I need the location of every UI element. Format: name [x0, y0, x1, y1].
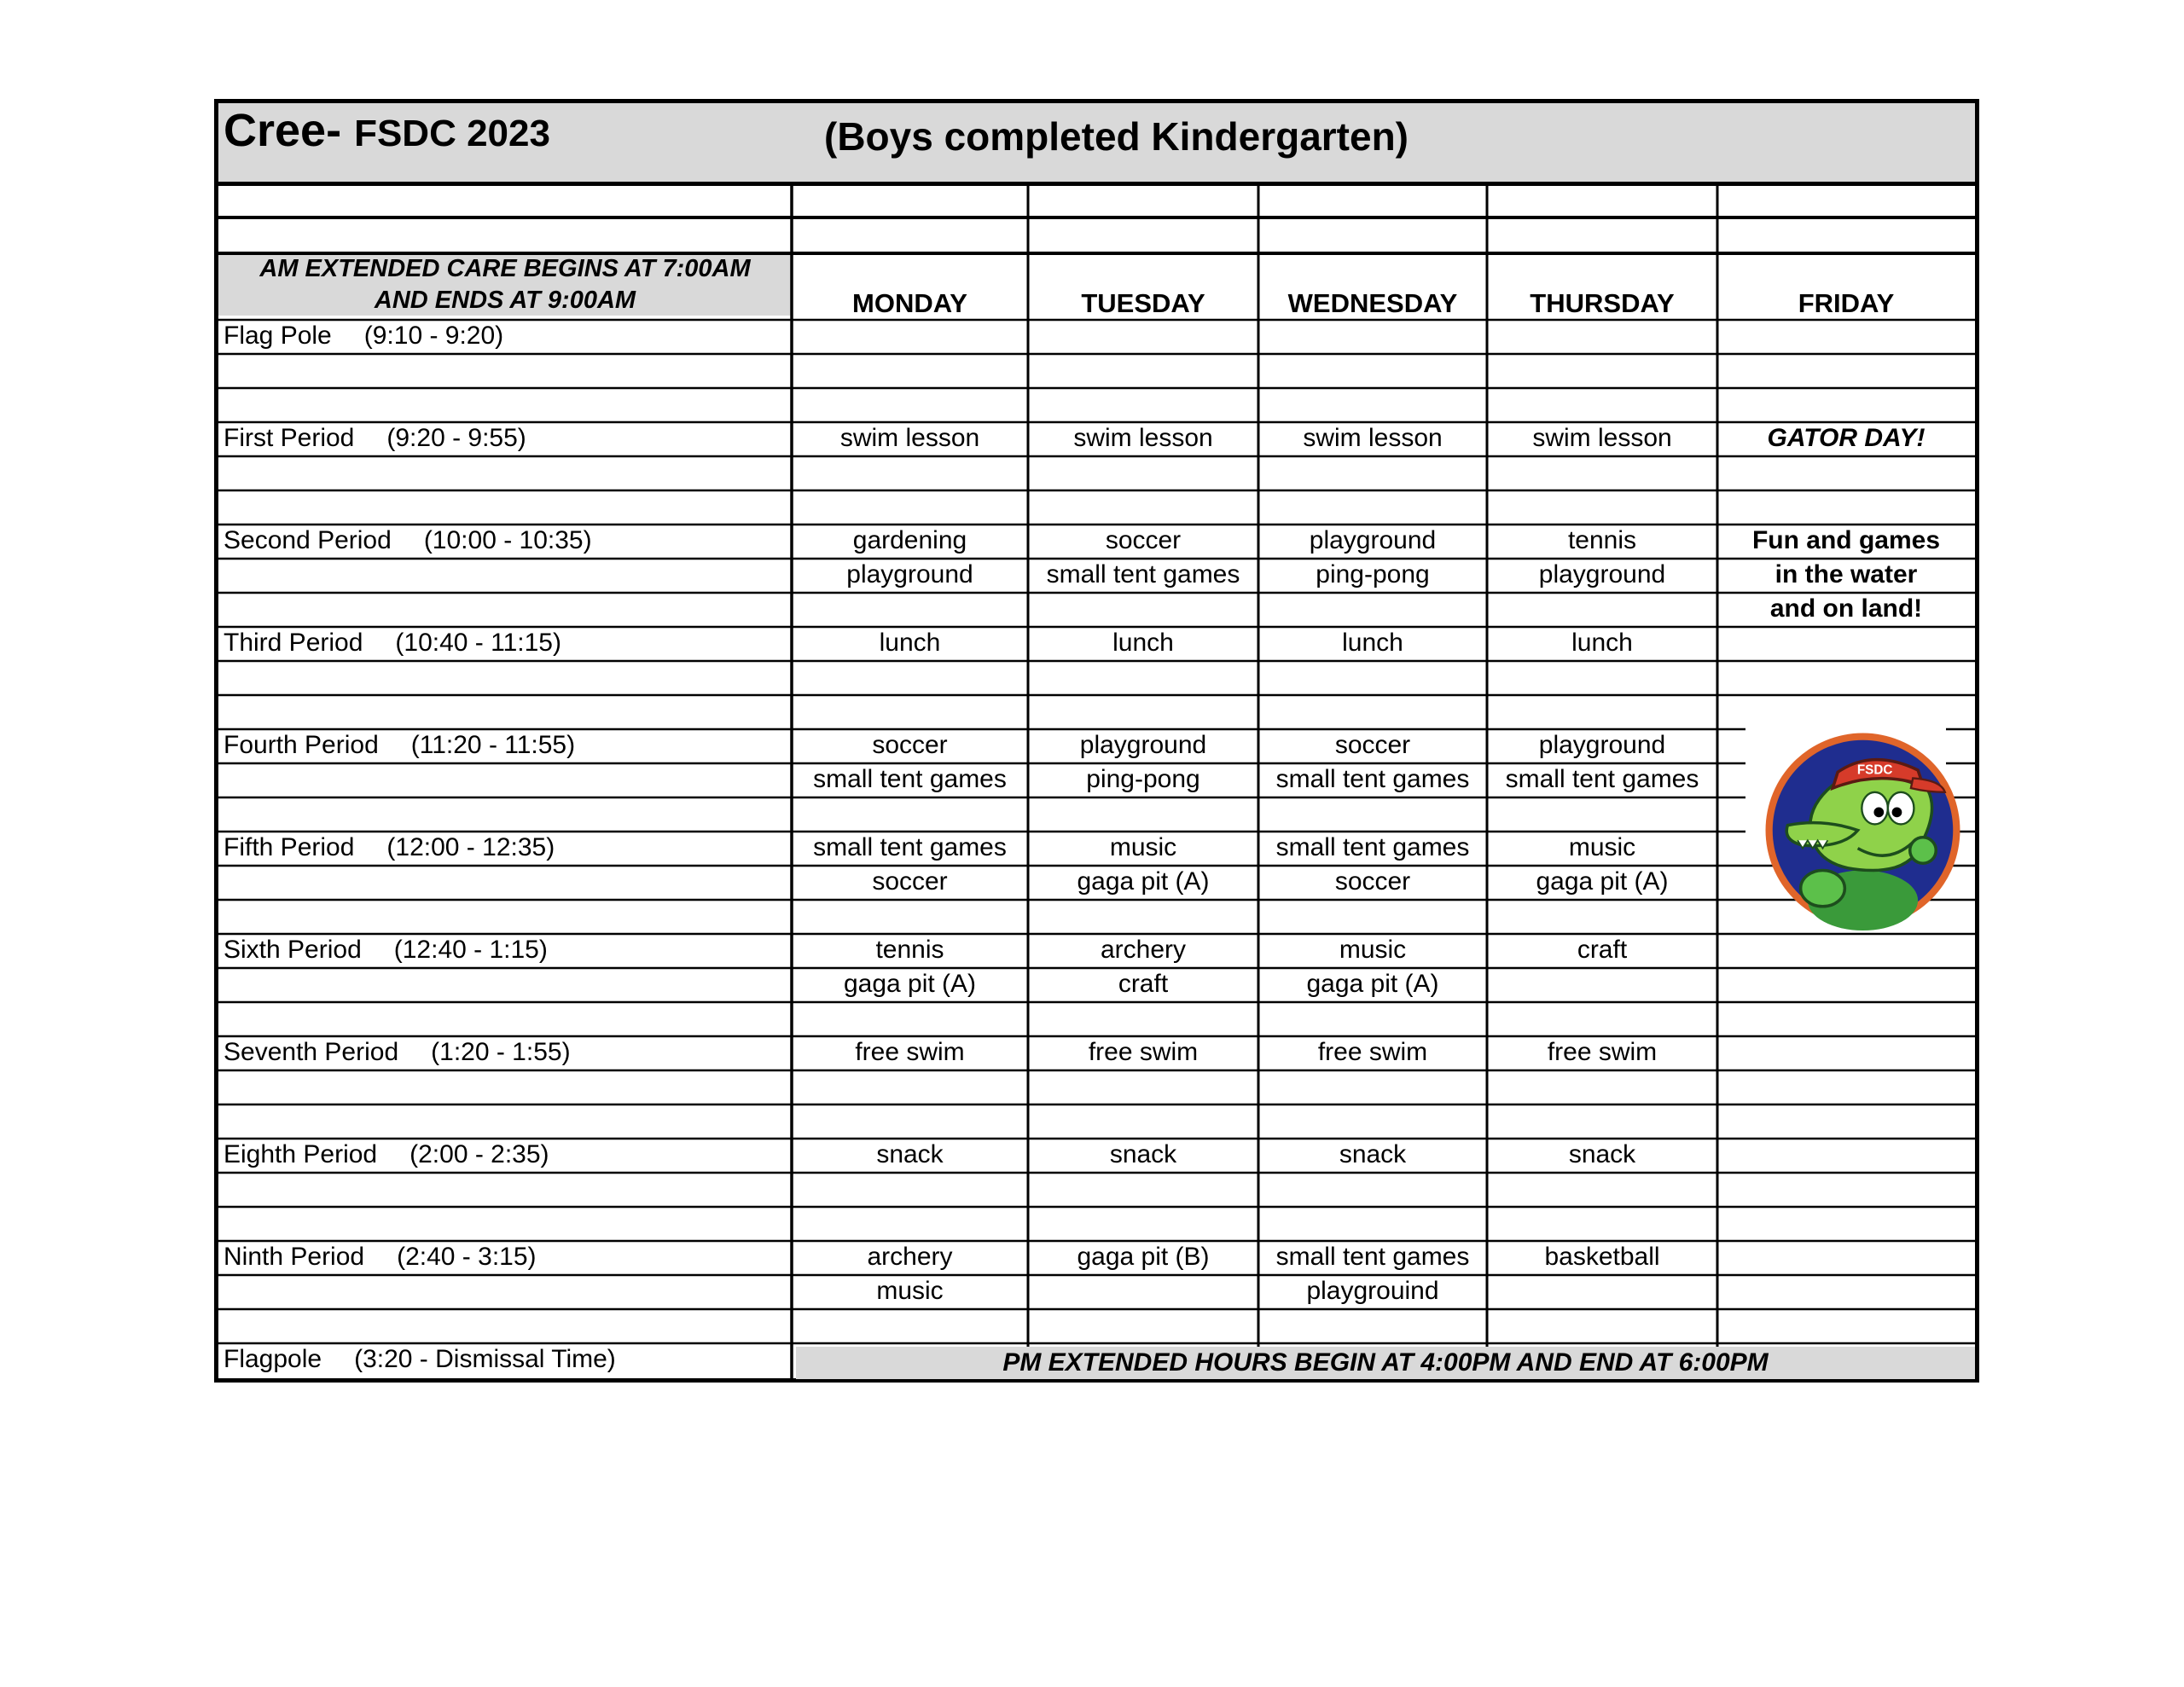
period-label [218, 525, 792, 559]
title-bar [218, 103, 1975, 186]
activity-cell-thursday: free swim [1547, 1038, 1658, 1066]
activity-cell-tuesday: craft [1118, 970, 1169, 998]
activity-cell-monday: lunch [879, 629, 941, 657]
period-time: (11:20 - 11:55) [410, 731, 576, 759]
activity-cell-monday: archery [867, 1243, 953, 1271]
activity-cell-monday: soccer [872, 867, 948, 896]
activity-cell-tuesday: gaga pit (B) [1077, 1243, 1210, 1271]
activity-cell-wednesday: music [1339, 936, 1407, 964]
activity-cell-tuesday: archery [1100, 936, 1187, 964]
activity-cell-wednesday: free swim [1317, 1038, 1428, 1066]
period-name: Flag Pole [224, 322, 332, 350]
period-name: Seventh Period [224, 1038, 399, 1066]
activity-cell-tuesday: small tent games [1046, 560, 1240, 588]
activity-cell-thursday: craft [1577, 936, 1628, 964]
activity-cell-tuesday: soccer [1105, 526, 1182, 554]
activity-cell-monday: small tent games [813, 765, 1007, 793]
period-label [218, 1139, 792, 1173]
period-time: (12:00 - 12:35) [386, 833, 555, 861]
period-label [218, 422, 792, 456]
activity-cell-wednesday: playground [1309, 526, 1437, 554]
activity-cell-wednesday: soccer [1334, 867, 1411, 896]
gator-day-heading: GATOR DAY! [1767, 424, 1926, 452]
activity-cell-tuesday: swim lesson [1073, 424, 1213, 452]
activity-cell-tuesday: playground [1079, 731, 1207, 759]
period-name: Fourth Period [224, 731, 379, 759]
activity-cell-monday: swim lesson [839, 424, 980, 452]
period-label [218, 729, 792, 763]
period-label [218, 1241, 792, 1275]
camp-title [224, 103, 550, 159]
friday-description-line: Fun and games [1751, 526, 1941, 554]
day-header-thursday: THURSDAY [1530, 288, 1675, 318]
activity-cell-thursday: music [1568, 833, 1636, 861]
activity-cell-monday: small tent games [813, 833, 1007, 861]
friday-description-line: and on land! [1769, 594, 1923, 623]
day-header-friday: FRIDAY [1798, 288, 1895, 318]
activity-cell-thursday: gaga pit (A) [1536, 867, 1669, 896]
period-label [218, 627, 792, 661]
activity-cell-tuesday: gaga pit (A) [1077, 867, 1210, 896]
period-time: (12:40 - 1:15) [393, 936, 548, 964]
activity-cell-wednesday: lunch [1342, 629, 1403, 657]
activity-cell-wednesday: swim lesson [1303, 424, 1443, 452]
activity-cell-monday: soccer [872, 731, 948, 759]
period-name: Fifth Period [224, 833, 355, 861]
period-name: First Period [224, 424, 355, 452]
schedule-sheet [214, 99, 1979, 1383]
activity-cell-thursday: small tent games [1505, 765, 1699, 793]
activity-cell-monday: music [876, 1277, 944, 1305]
friday-description-line: in the water [1774, 560, 1918, 588]
activity-cell-monday: playground [846, 560, 973, 588]
period-label [218, 320, 792, 354]
activity-cell-monday: free swim [855, 1038, 965, 1066]
mascot-cap-text: FSDC [1856, 762, 1893, 778]
period-time: (10:00 - 10:35) [423, 526, 592, 554]
day-header-monday: MONDAY [852, 288, 967, 318]
period-name: Second Period [224, 526, 392, 554]
day-header-wednesday: WEDNESDAY [1287, 288, 1458, 318]
activity-cell-tuesday: music [1109, 833, 1177, 861]
program-year: FSDC 2023 [354, 113, 550, 154]
am-extended-care-banner [218, 253, 792, 316]
am-care-line-2: AND ENDS AT 9:00AM [374, 287, 636, 314]
period-time: (3:20 - Dismissal Time) [354, 1345, 616, 1373]
activity-cell-thursday: tennis [1567, 526, 1637, 554]
period-label [218, 1343, 792, 1377]
activity-cell-wednesday: ping-pong [1316, 560, 1430, 588]
period-label [218, 1036, 792, 1070]
day-header-tuesday: TUESDAY [1081, 288, 1205, 318]
activity-cell-tuesday: free swim [1088, 1038, 1199, 1066]
activity-cell-thursday: basketball [1544, 1243, 1660, 1271]
period-time: (10:40 - 11:15) [395, 629, 561, 657]
activity-cell-wednesday: playgrouind [1306, 1277, 1439, 1305]
period-name: Third Period [224, 629, 363, 657]
period-name: Eighth Period [224, 1140, 378, 1168]
alligator-mascot-icon [1763, 730, 1963, 930]
period-time: (9:10 - 9:20) [363, 322, 504, 350]
group-title: (Boys completed Kindergarten) [824, 114, 1409, 159]
activity-cell-wednesday: snack [1339, 1140, 1407, 1168]
period-name: Flagpole [224, 1345, 322, 1373]
period-time: (2:40 - 3:15) [397, 1243, 537, 1271]
period-label [218, 934, 792, 968]
activity-cell-wednesday: soccer [1334, 731, 1411, 759]
activity-cell-wednesday: small tent games [1275, 1243, 1470, 1271]
activity-cell-tuesday: lunch [1112, 629, 1174, 657]
activity-cell-thursday: playground [1538, 731, 1666, 759]
am-care-line-1: AM EXTENDED CARE BEGINS AT 7:00AM [259, 255, 751, 282]
activity-cell-tuesday: snack [1109, 1140, 1177, 1168]
pm-extended-hours-banner: PM EXTENDED HOURS BEGIN AT 4:00PM AND END AT 6:00PM [796, 1347, 1975, 1379]
activity-cell-monday: gaga pit (A) [843, 970, 977, 998]
activity-cell-wednesday: gaga pit (A) [1306, 970, 1439, 998]
activity-cell-thursday: swim lesson [1532, 424, 1672, 452]
camp-name: Cree- [224, 105, 342, 156]
period-label [218, 832, 792, 866]
activity-cell-wednesday: small tent games [1275, 765, 1470, 793]
activity-cell-monday: snack [876, 1140, 944, 1168]
period-name: Ninth Period [224, 1243, 365, 1271]
period-time: (1:20 - 1:55) [431, 1038, 571, 1066]
period-name: Sixth Period [224, 936, 362, 964]
period-time: (2:00 - 2:35) [410, 1140, 549, 1168]
period-time: (9:20 - 9:55) [386, 424, 526, 452]
activity-cell-thursday: playground [1538, 560, 1666, 588]
activity-cell-monday: tennis [875, 936, 944, 964]
activity-cell-thursday: snack [1568, 1140, 1636, 1168]
activity-cell-thursday: lunch [1571, 629, 1633, 657]
activity-cell-monday: gardening [852, 526, 967, 554]
activity-cell-wednesday: small tent games [1275, 833, 1470, 861]
activity-cell-tuesday: ping-pong [1086, 765, 1200, 793]
